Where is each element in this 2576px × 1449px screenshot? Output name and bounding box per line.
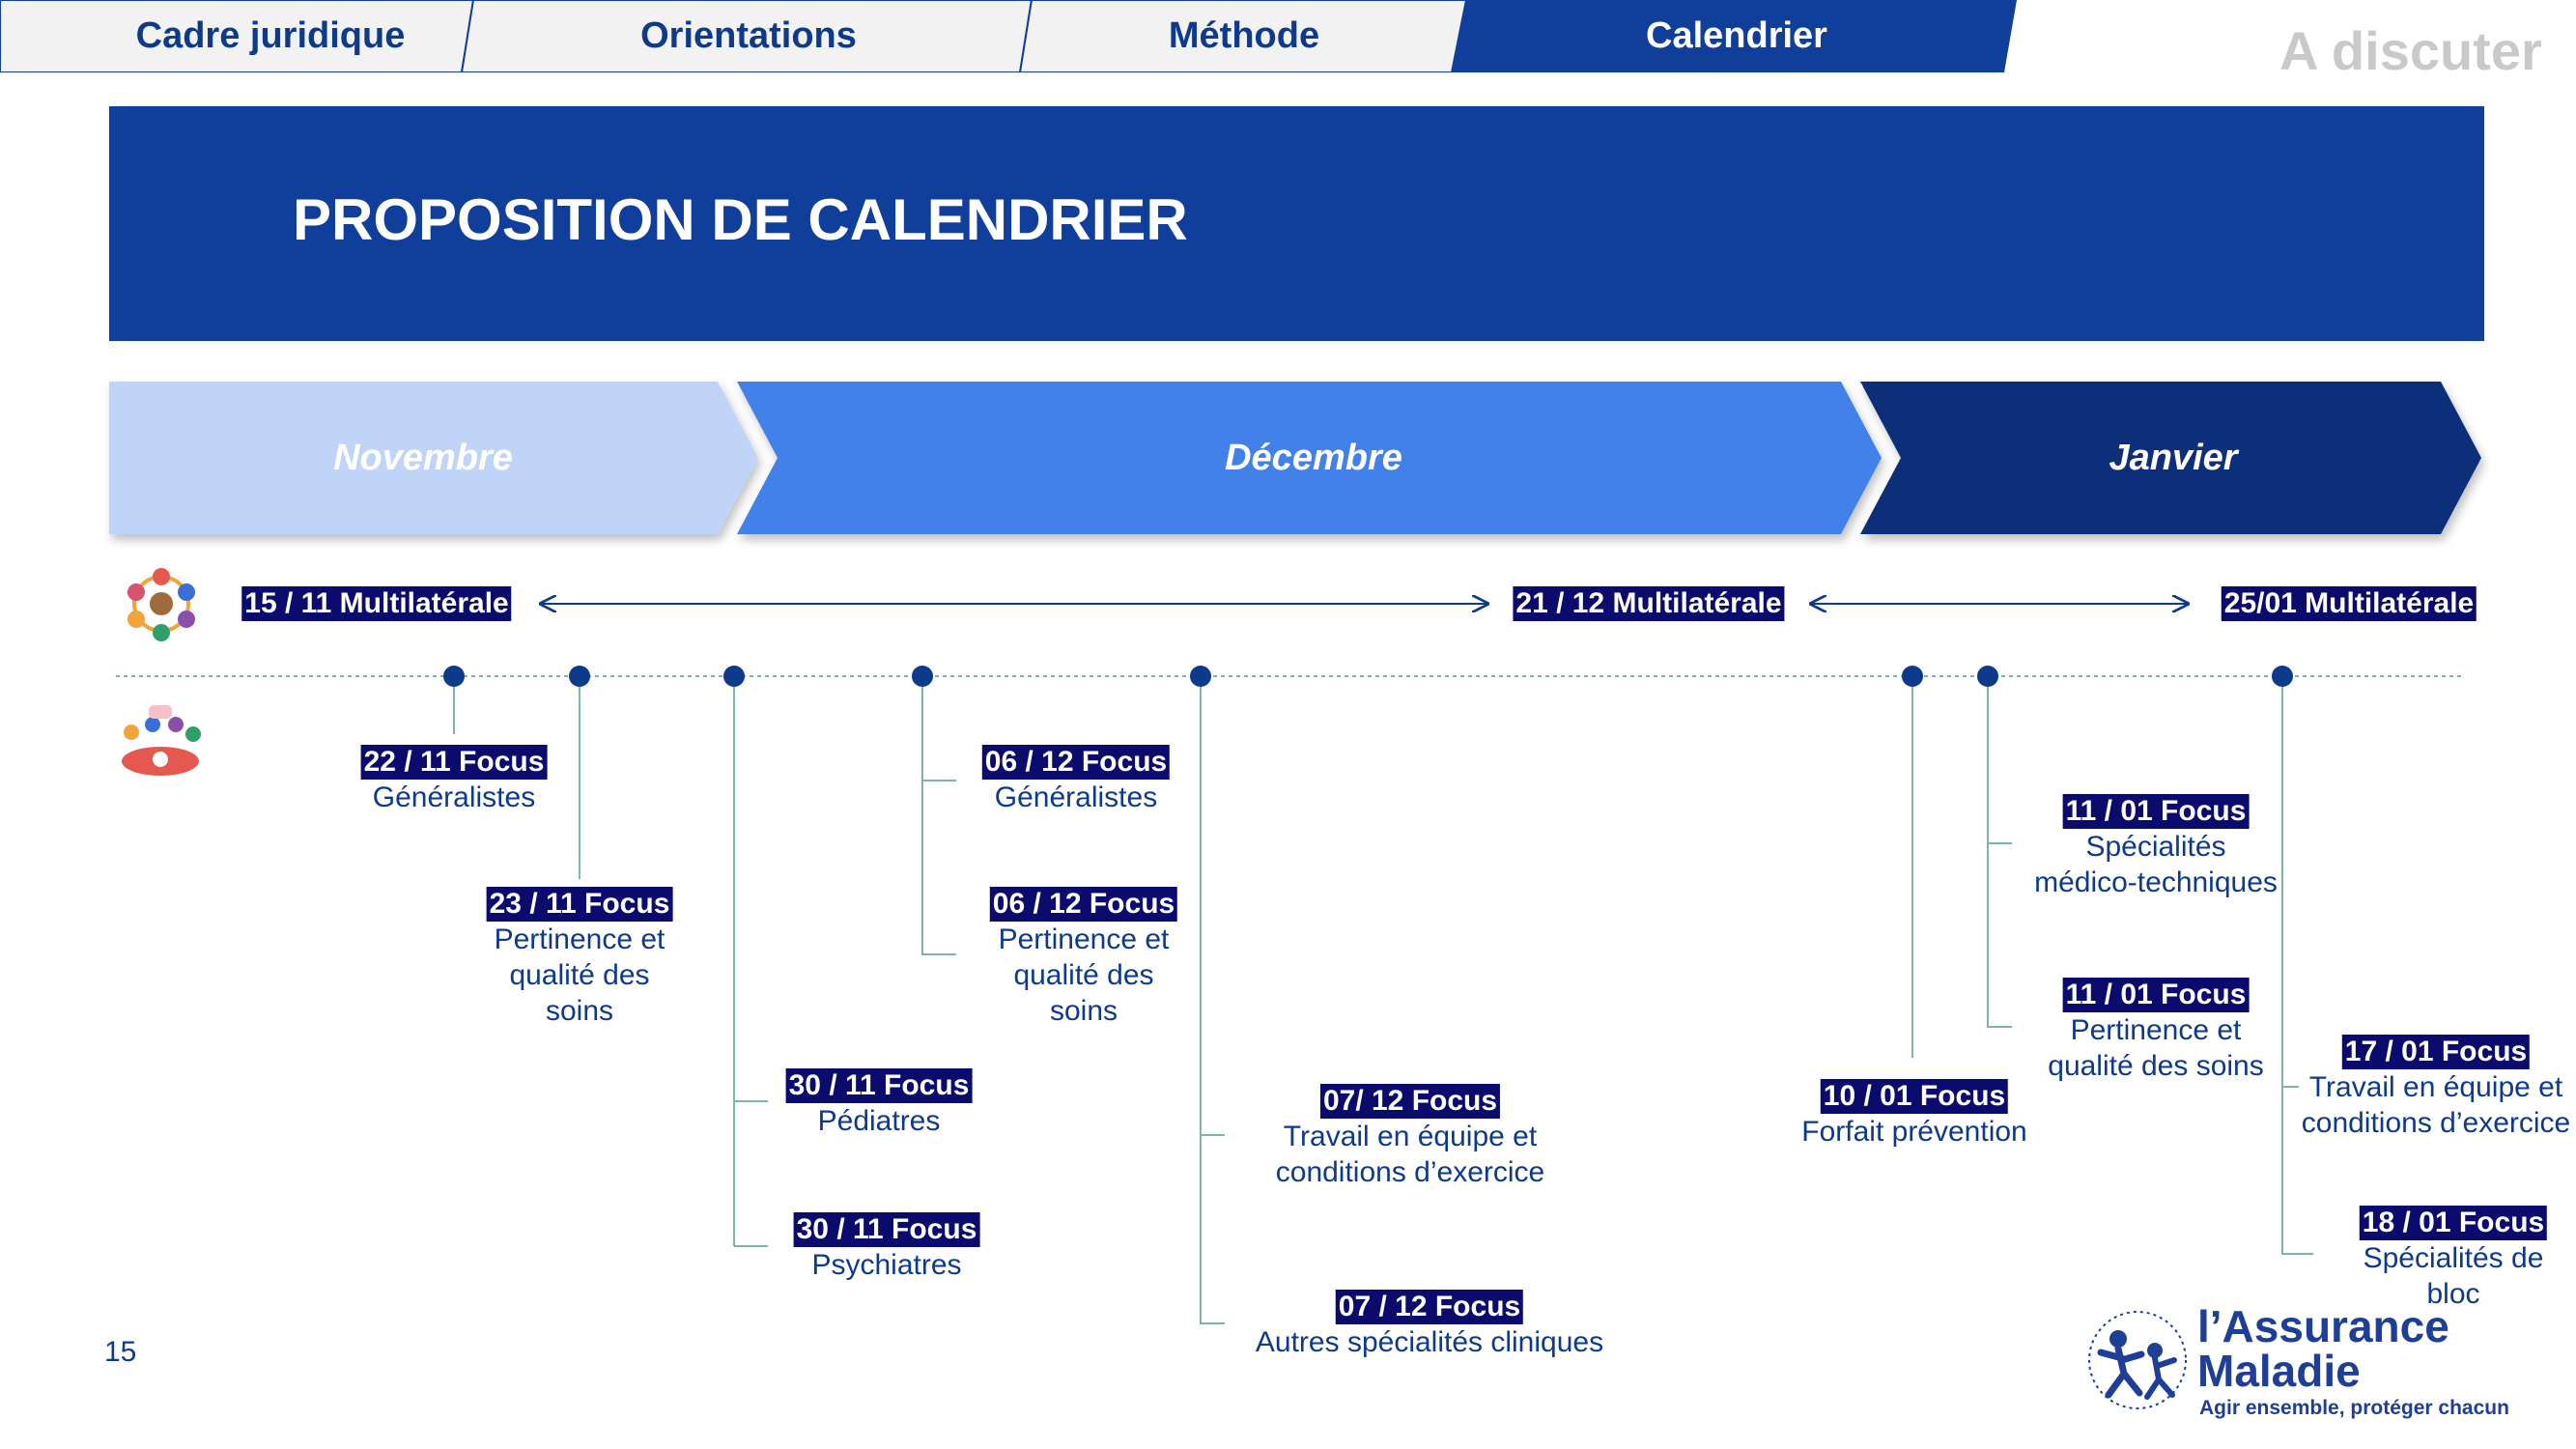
- focus-text: Autres spécialités cliniques: [1255, 1326, 1604, 1358]
- page-title: PROPOSITION DE CALENDRIER: [293, 187, 1188, 252]
- focus-text: Travail en équipe et conditions d’exercice: [1275, 1121, 1545, 1188]
- focus-date: 22 / 11 Focus: [361, 745, 548, 780]
- focus-date: 07 / 12 Focus: [1336, 1290, 1523, 1324]
- page-number: 15: [104, 1336, 137, 1368]
- focus-date: 11 / 01 Focus: [2063, 794, 2250, 829]
- focus-text: Forfait prévention: [1801, 1116, 2027, 1148]
- multilaterale-label: 21 / 12 Multilatérale: [1513, 586, 1784, 621]
- logo-line-1: l’Assurance: [2197, 1301, 2449, 1351]
- focus-text: Pertinence et qualité des soins: [2048, 1014, 2264, 1082]
- meeting-people-icon: [127, 568, 195, 641]
- focus-text: Généralistes: [994, 781, 1158, 813]
- focus-text: Pertinence et qualité des soins: [494, 923, 665, 1027]
- focus-text: Généralistes: [372, 781, 536, 813]
- focus-date: 06 / 12 Focus: [982, 745, 1170, 780]
- focus-date: 23 / 11 Focus: [487, 887, 673, 922]
- focus-date: 30 / 11 Focus: [794, 1212, 980, 1247]
- focus-date: 07/ 12 Focus: [1320, 1084, 1500, 1119]
- focus-text: Spécialités médico-techniques: [2034, 831, 2278, 898]
- month-novembre: Novembre: [333, 438, 513, 478]
- focus-date: 30 / 11 Focus: [786, 1068, 973, 1103]
- focus-date: 11 / 01 Focus: [2063, 978, 2250, 1012]
- tab-methode[interactable]: Méthode: [1168, 15, 1320, 56]
- multilaterale-label: 15 / 11 Multilatérale: [241, 586, 511, 621]
- focus-date: 18 / 01 Focus: [2360, 1206, 2547, 1240]
- month-decembre: Décembre: [1225, 438, 1402, 478]
- focus-date: 17 / 01 Focus: [2342, 1035, 2530, 1069]
- discussion-note: A discuter: [2279, 20, 2542, 81]
- logo-tagline: Agir ensemble, protéger chacun: [2199, 1397, 2509, 1419]
- focus-text: Pertinence et qualité des soins: [998, 923, 1170, 1027]
- focus-text: Psychiatres: [811, 1249, 962, 1281]
- group-discussion-icon: [122, 705, 201, 776]
- tab-cadre-juridique[interactable]: Cadre juridique: [135, 15, 406, 56]
- focus-date: 06 / 12 Focus: [990, 887, 1177, 922]
- focus-text: Pédiatres: [817, 1105, 941, 1137]
- focus-date: 10 / 01 Focus: [1821, 1079, 2008, 1114]
- tab-calendrier[interactable]: Calendrier: [1646, 15, 1827, 56]
- tab-orientations[interactable]: Orientations: [640, 15, 857, 56]
- focus-text: Spécialités de bloc: [2363, 1242, 2544, 1310]
- assurance-maladie-logo: [2089, 1312, 2186, 1408]
- focus-text: Travail en équipe et conditions d’exercice: [2301, 1071, 2571, 1139]
- multilaterale-label: 25/01 Multilatérale: [2222, 586, 2477, 621]
- month-janvier: Janvier: [2109, 438, 2238, 478]
- logo-line-2: Maladie: [2197, 1346, 2361, 1396]
